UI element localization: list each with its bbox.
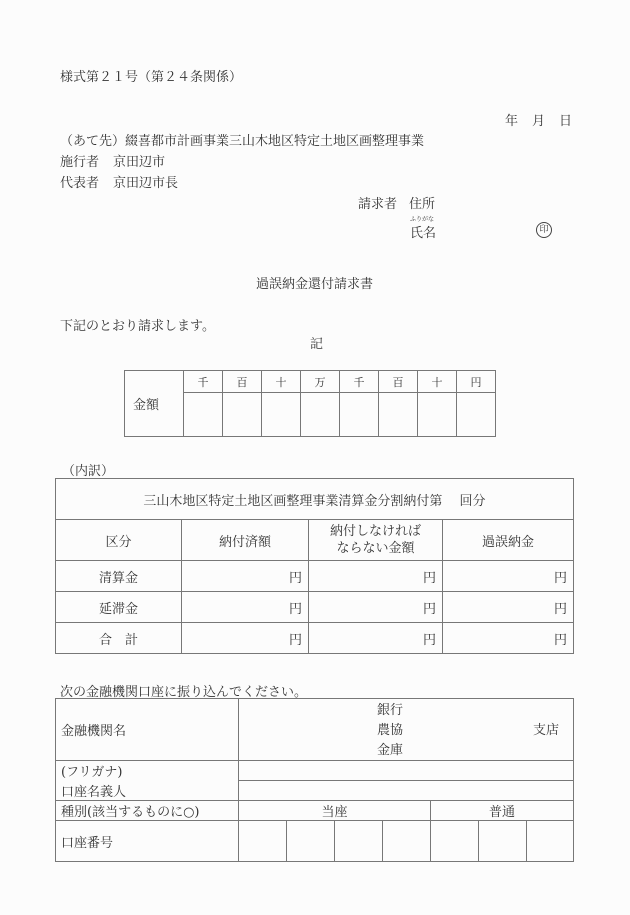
table-row	[56, 592, 574, 623]
executor-value: 京田辺市	[113, 155, 166, 170]
seal-icon: 印	[536, 221, 552, 238]
col-header-category: 区分	[56, 520, 182, 561]
digit-header: 百	[379, 371, 418, 393]
digit-input[interactable]	[301, 393, 340, 437]
breakdown-table	[55, 478, 574, 654]
digit-input[interactable]	[223, 393, 262, 437]
amount-label: 金額	[125, 371, 184, 437]
date-month: 月	[532, 114, 546, 129]
amount-cell[interactable]: 円	[443, 561, 574, 592]
representative-label: 代表者	[60, 176, 100, 191]
digit-header: 千	[184, 371, 223, 393]
furigana-field[interactable]	[239, 761, 574, 781]
account-digit[interactable]	[431, 821, 479, 862]
form-number: 様式第２１号（第２４条関係）	[60, 70, 243, 85]
digit-header: 十	[418, 371, 457, 393]
account-digit[interactable]	[239, 821, 287, 862]
digit-input[interactable]	[340, 393, 379, 437]
breakdown-heading: 三山木地区特定土地区画整理事業清算金分割納付第 回分	[56, 479, 574, 520]
ki-label: 記	[310, 337, 324, 352]
account-digit[interactable]	[335, 821, 383, 862]
representative-value: 京田辺市長	[113, 176, 179, 191]
intro-text: 下記のとおり請求します。	[60, 319, 215, 334]
type-option-ordinary[interactable]: 普通	[431, 801, 574, 821]
col-header-required: 納付しなければ ならない金額	[309, 520, 443, 561]
digit-header: 万	[301, 371, 340, 393]
col-header-overpaid: 過誤納金	[443, 520, 574, 561]
breakdown-label: （内訳）	[62, 464, 115, 479]
amount-cell[interactable]: 円	[182, 623, 309, 654]
amount-cell[interactable]: 円	[443, 623, 574, 654]
row-label: 合 計	[56, 623, 182, 654]
institution-label: 金融機関名	[56, 699, 239, 761]
account-digit[interactable]	[479, 821, 527, 862]
institution-field[interactable]	[239, 699, 574, 761]
furigana-label: (フリガナ)	[56, 761, 239, 781]
document-title: 過誤納金還付請求書	[256, 277, 374, 292]
digit-input[interactable]	[262, 393, 301, 437]
account-digit[interactable]	[287, 821, 335, 862]
address-label: 住所	[409, 197, 436, 212]
col-header-paid: 納付済額	[182, 520, 309, 561]
bank-instruction: 次の金融機関口座に振り込んでください。	[60, 685, 308, 700]
account-number-label: 口座番号	[56, 821, 239, 862]
account-digit[interactable]	[383, 821, 431, 862]
addressee: （あて先）綴喜都市計画事業三山木地区特定土地区画整理事業	[60, 134, 425, 149]
institution-types: 銀行 農協 金庫	[377, 703, 404, 758]
holder-label: 口座名義人	[56, 781, 239, 801]
account-digit[interactable]	[527, 821, 574, 862]
furigana-note: ふりがな	[410, 216, 435, 223]
amount-cell[interactable]: 円	[309, 623, 443, 654]
amount-cell[interactable]: 円	[309, 561, 443, 592]
digit-header: 円	[457, 371, 496, 393]
amount-cell[interactable]: 円	[182, 561, 309, 592]
executor	[60, 151, 165, 170]
digit-input[interactable]	[379, 393, 418, 437]
requester-address	[358, 193, 435, 212]
date-line	[505, 110, 572, 129]
branch-label: 支店	[532, 723, 559, 738]
representative	[60, 172, 178, 191]
row-label: 延滞金	[56, 592, 182, 623]
digit-input[interactable]	[184, 393, 223, 437]
name-label: 氏名	[410, 226, 437, 241]
amount-cell[interactable]: 円	[182, 592, 309, 623]
amount-cell[interactable]: 円	[443, 592, 574, 623]
digit-input[interactable]	[418, 393, 457, 437]
digit-header: 百	[223, 371, 262, 393]
date-year: 年	[505, 114, 519, 129]
row-label: 清算金	[56, 561, 182, 592]
amount-table	[124, 370, 496, 437]
requester-label: 請求者	[358, 197, 398, 212]
digit-header: 千	[340, 371, 379, 393]
amount-cell[interactable]: 円	[309, 592, 443, 623]
type-label: 種別(該当するものに○)	[56, 801, 239, 821]
bank-table	[55, 698, 574, 862]
table-row	[56, 623, 574, 654]
date-day: 日	[559, 114, 573, 129]
digit-header: 十	[262, 371, 301, 393]
executor-label: 施行者	[60, 155, 100, 170]
digit-input[interactable]	[457, 393, 496, 437]
holder-field[interactable]	[239, 781, 574, 801]
table-row	[56, 561, 574, 592]
type-option-current[interactable]: 当座	[239, 801, 431, 821]
